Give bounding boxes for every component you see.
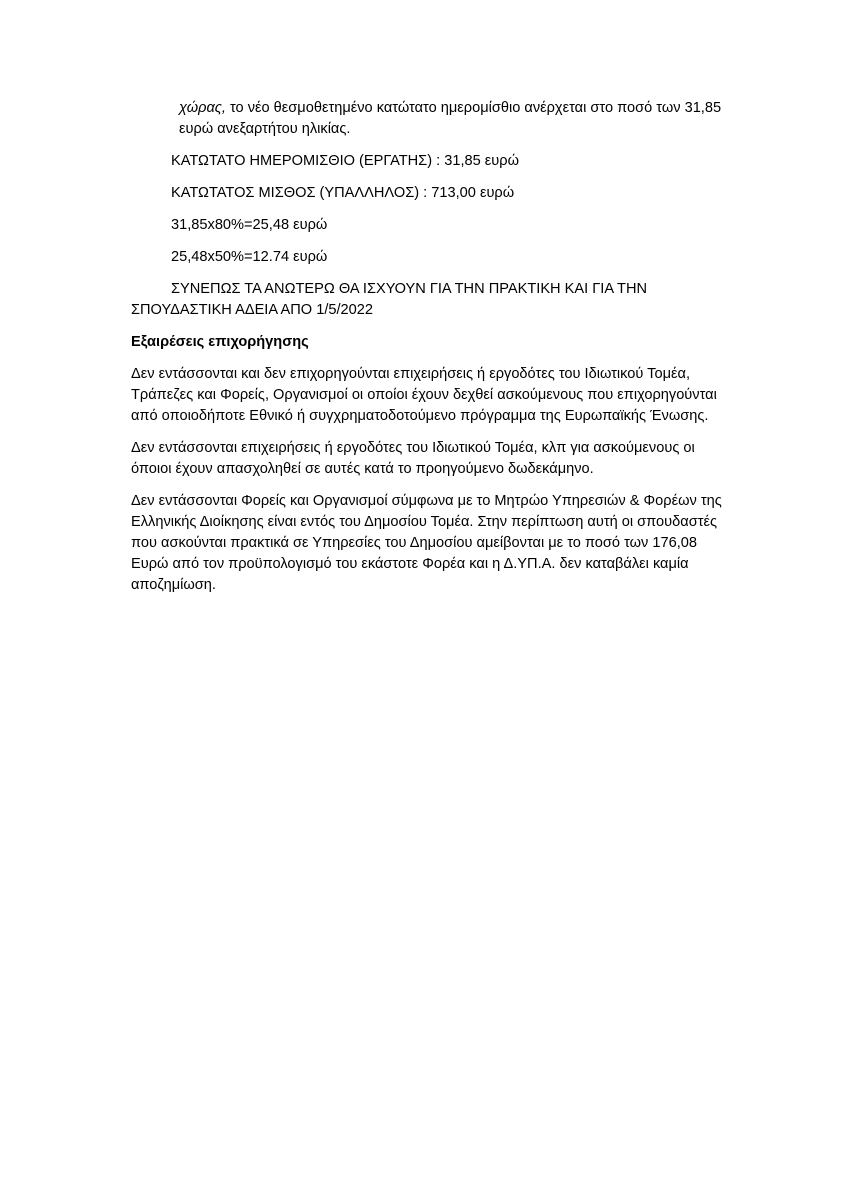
exclusion-paragraph-2: Δεν εντάσσονται επιχειρήσεις ή εργοδότες του Ιδιωτικού Τομέα, κλπ για ασκούμενους οι όποιοι έχουν απασχοληθεί σε αυτές κατά το προηγούμενο δωδεκάμηνο. <box>131 440 695 477</box>
calculation-line-2: 25,48x50%=12.74 ευρώ <box>171 249 328 265</box>
exclusion-paragraph-3: Δεν εντάσσονται Φορείς και Οργανισμοί σύμφωνα με το Μητρώο Υπηρεσιών & Φορέων της Ελληνικής Διοίκησης είναι εντός του Δημοσίου Τομέα. Στην περίπτωση αυτή οι σπουδαστές που ασκούνται πρακτικά σε Υπηρεσίες του Δημοσίου αμείβονται με το ποσό των 176,08 Ευρώ από τον προϋπολογισμό του εκάστοτε Φορέα και η Δ.ΥΠ.Α. δεν καταβάλει καμία αποζημίωση. <box>131 493 722 593</box>
min-salary-line: ΚΑΤΩΤΑΤΟΣ ΜΙΣΘΟΣ (ΥΠΑΛΛΗΛΟΣ) : 713,00 ευρώ <box>171 185 515 201</box>
intro-italic-lead: χώρας, <box>179 100 226 116</box>
min-daily-wage-line: ΚΑΤΩΤΑΤΟ ΗΜΕΡΟΜΙΣΘΙΟ (ΕΡΓΑΤΗΣ) : 31,85 ευρώ <box>171 153 519 169</box>
conclusion-paragraph: ΣΥΝΕΠΩΣ ΤΑ ΑΝΩΤΕΡΩ ΘΑ ΙΣΧΥΟΥΝ ΓΙΑ ΤΗΝ ΠΡΑΚΤΙΚΗ ΚΑΙ ΓΙΑ ΤΗΝ ΣΠΟΥΔΑΣΤΙΚΗ ΑΔΕΙΑ ΑΠΟ 1/5/2022 <box>131 281 648 318</box>
calculation-line-1: 31,85x80%=25,48 ευρώ <box>171 217 328 233</box>
intro-text: το νέο θεσμοθετημένο κατώτατο ημερομίσθιο ανέρχεται στο ποσό των 31,85 ευρώ ανεξαρτήτου ηλικίας. <box>179 100 722 137</box>
section-heading: Εξαιρέσεις επιχορήγησης <box>131 334 309 350</box>
intro-paragraph <box>131 98 731 140</box>
exclusion-paragraph-1: Δεν εντάσσονται και δεν επιχορηγούνται επιχειρήσεις ή εργοδότες του Ιδιωτικού Τομέα, Τράπεζες και Φορείς, Οργανισμοί οι οποίοι έχουν δεχθεί ασκούμενους που επιχορηγούνται από οποιοδήποτε Εθνικό ή συγχρηματοδοτούμενο πρόγραμμα της Ευρωπαϊκής Ένωσης. <box>131 366 717 424</box>
document-body <box>131 98 731 607</box>
